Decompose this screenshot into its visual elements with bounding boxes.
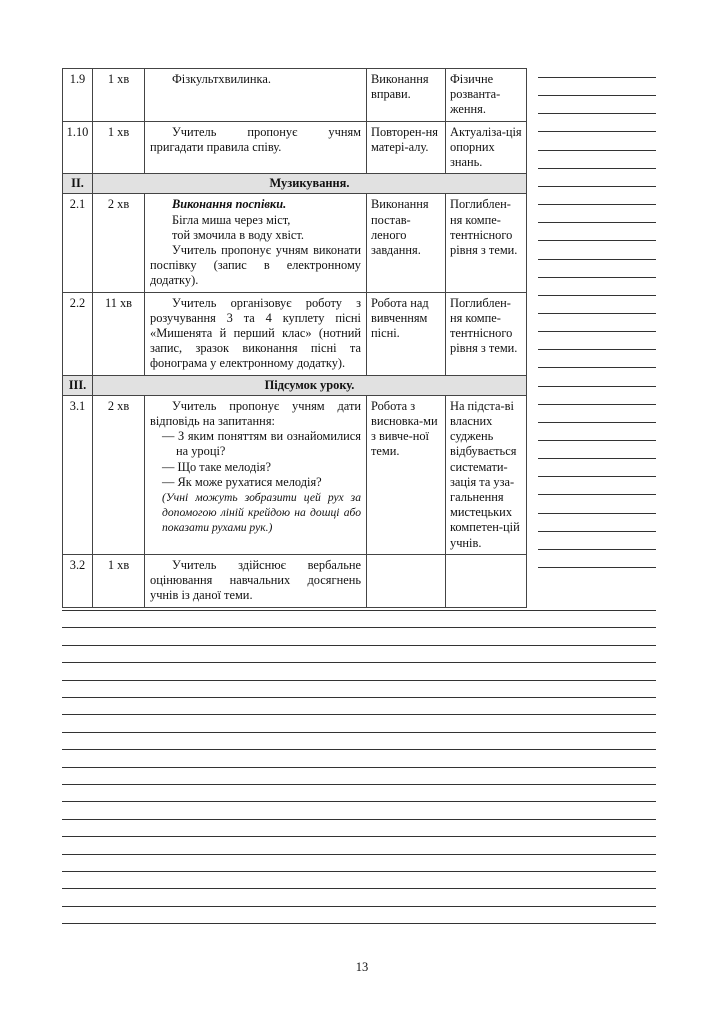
- note-line: [538, 113, 656, 114]
- step-duration: 2 хв: [93, 194, 145, 292]
- note-line: [538, 422, 656, 423]
- note-line: [62, 888, 656, 889]
- step-duration: 1 хв: [93, 69, 145, 122]
- bottom-note-lines: [62, 600, 656, 940]
- student-activity: Робота над вивченням пісні.: [367, 292, 446, 375]
- note-line: [538, 458, 656, 459]
- side-note-lines: [538, 0, 656, 600]
- note-line: [62, 801, 656, 802]
- note-line: [62, 645, 656, 646]
- step-duration: 11 хв: [93, 292, 145, 375]
- expected-result: Поглиблен-ня компе-тентнісного рівня з теми.: [446, 292, 527, 375]
- song-heading: Виконання поспівки.: [172, 197, 287, 212]
- student-activity: Виконання вправи.: [367, 69, 446, 122]
- note-line: [538, 150, 656, 151]
- question-item: — Як може рухатися мелодія?: [162, 474, 322, 489]
- note-line: [538, 186, 656, 187]
- student-activity: Робота з висновка-ми з вивче-ної теми.: [367, 395, 446, 554]
- note-line: [62, 662, 656, 663]
- note-line: [538, 168, 656, 169]
- note-line: [62, 923, 656, 924]
- instruction-text: Учитель пропонує учням виконати поспівку (запис в електронному додатку).: [150, 243, 361, 288]
- note-line: [538, 222, 656, 223]
- note-line: [538, 204, 656, 205]
- note-line: [538, 367, 656, 368]
- note-line: [538, 95, 656, 96]
- note-line: [538, 513, 656, 514]
- note-line: [538, 440, 656, 441]
- note-line: [538, 277, 656, 278]
- note-line: [538, 549, 656, 550]
- table-row: [63, 194, 527, 292]
- step-number: 2.2: [63, 292, 93, 375]
- note-line: [538, 131, 656, 132]
- question-item: — З яким поняттям ви ознайомилися на уроці?: [162, 429, 361, 459]
- note-line: [62, 732, 656, 733]
- expected-result: Актуаліза-ція опорних знань.: [446, 121, 527, 174]
- note-line: [538, 386, 656, 387]
- section-header-row: [63, 174, 527, 194]
- step-number: 3.2: [63, 554, 93, 607]
- note-line: [62, 610, 656, 611]
- step-duration: 1 хв: [93, 554, 145, 607]
- section-header-row: [63, 375, 527, 395]
- page-number: 13: [355, 960, 369, 974]
- verse-line: той змочила в воду хвіст.: [172, 227, 304, 242]
- note-line: [62, 836, 656, 837]
- step-description: Учитель організовує роботу з розучування 3 та 4 куплету пісні «Мишенята й перший клас» (нотний запис, зразок виконання пісні та фонограма у електронному додатку).: [145, 292, 367, 375]
- note-line: [538, 313, 656, 314]
- note-line: [62, 906, 656, 907]
- note-line: [62, 714, 656, 715]
- expected-result: Фізичне розванта-ження.: [446, 69, 527, 122]
- note-line: [62, 767, 656, 768]
- note-line: [62, 854, 656, 855]
- step-number: 1.9: [63, 69, 93, 122]
- section-title: Підсумок уроку.: [93, 375, 527, 395]
- lesson-plan-table: [62, 68, 527, 608]
- note-line: [62, 819, 656, 820]
- note-line: [62, 627, 656, 628]
- note-line: [538, 404, 656, 405]
- note-line: [62, 871, 656, 872]
- note-line: [538, 240, 656, 241]
- table-row: [63, 121, 527, 174]
- step-description: Учитель пропонує учням пригадати правила співу.: [145, 121, 367, 174]
- note-line: [538, 531, 656, 532]
- step-description: Фізкультхвилинка.: [145, 69, 367, 122]
- step-number: 1.10: [63, 121, 93, 174]
- table-row: [63, 395, 527, 554]
- step-number: 2.1: [63, 194, 93, 292]
- section-title: Музикування.: [93, 174, 527, 194]
- section-number: II.: [63, 174, 93, 194]
- table-row: [63, 69, 527, 122]
- note-text: (Учні можуть зобразити цей рух за допомогою ліній крейдою на дошці або показати рухами рук.): [162, 491, 361, 535]
- question-item: — Що таке мелодія?: [162, 459, 271, 474]
- step-duration: 2 хв: [93, 395, 145, 554]
- note-line: [538, 77, 656, 78]
- note-line: [538, 295, 656, 296]
- step-number: 3.1: [63, 395, 93, 554]
- note-line: [538, 331, 656, 332]
- note-line: [62, 680, 656, 681]
- note-line: [62, 749, 656, 750]
- note-line: [538, 494, 656, 495]
- note-line: [62, 784, 656, 785]
- table-row: [63, 292, 527, 375]
- step-description: [145, 395, 367, 554]
- step-duration: 1 хв: [93, 121, 145, 174]
- expected-result: Поглиблен-ня компе-тентнісного рівня з теми.: [446, 194, 527, 292]
- note-line: [62, 697, 656, 698]
- expected-result: На підста-ві власних суджень відбувається системати-зація та уза-гальнення мистецьких компетен-цій учнів.: [446, 395, 527, 554]
- note-line: [538, 349, 656, 350]
- student-activity: Виконання постав-леного завдання.: [367, 194, 446, 292]
- student-activity: Повторен-ня матері-алу.: [367, 121, 446, 174]
- step-description: Учитель здійснює вербальне оцінювання навчальних досягнень учнів із даної теми.: [145, 554, 367, 607]
- note-line: [538, 567, 656, 568]
- step-description: [145, 194, 367, 292]
- note-line: [538, 259, 656, 260]
- verse-line: Бігла миша через міст,: [172, 212, 291, 227]
- instruction-text: Учитель пропонує учням дати відповідь на запитання:: [150, 398, 361, 429]
- note-line: [538, 476, 656, 477]
- section-number: III.: [63, 375, 93, 395]
